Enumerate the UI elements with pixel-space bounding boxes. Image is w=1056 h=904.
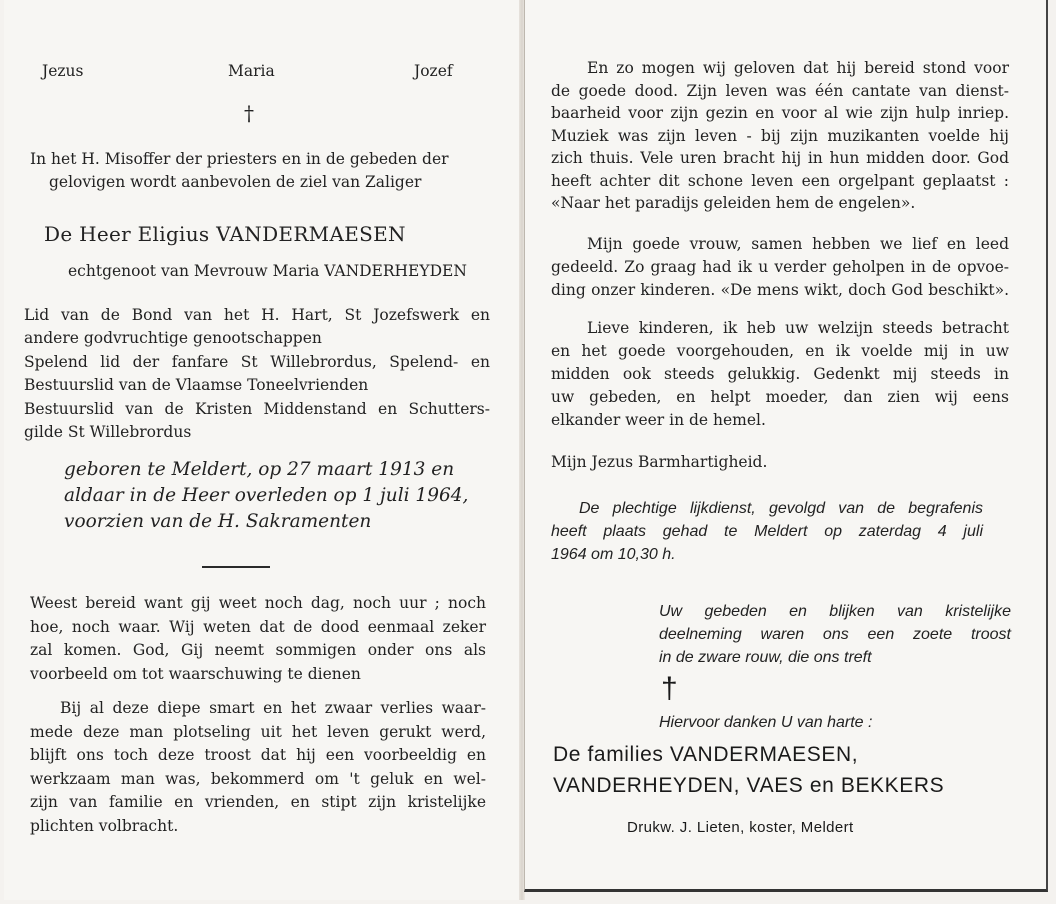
memberships — [24, 304, 490, 444]
membership-line: gilde St Willebrordus — [24, 423, 192, 442]
text-line: baarheid voor zijn gezin en voor al wie zijn hulp inriep. — [551, 104, 1009, 122]
text-line: hoe, noch waar. Wij weten dat de dood eenmaal zeker — [30, 617, 486, 636]
thanks-heart-line: Hiervoor danken U van harte : — [659, 714, 873, 731]
text-line: blijft ons toch deze troost dat hij een voorbeeldig en — [30, 746, 486, 764]
cross-icon: † — [661, 672, 678, 705]
deceased-name: De Heer Eligius VANDERMAESEN — [44, 222, 406, 246]
thanks-line: in de zware rouw, die ons treft — [659, 649, 872, 666]
right-paragraph-3 — [551, 317, 1009, 432]
intro-line-2: gelovigen wordt aanbevolen de ziel van Zaliger — [49, 173, 422, 191]
text-line: voorbeeld om tot waarschuwing te dienen — [30, 664, 361, 683]
membership-line: andere godvruchtige genootschappen — [24, 329, 322, 348]
left-paragraph-2 — [30, 697, 486, 838]
thanks-block — [659, 600, 1011, 669]
prayer-line: Mijn Jezus Barmhartigheid. — [551, 453, 768, 471]
header-jezus: Jezus — [42, 62, 84, 80]
text-line: gedeeld. Zo graag had ik u verder geholpen in de opvoe- — [551, 258, 1009, 276]
left-panel — [4, 0, 520, 900]
families-line-1: De families VANDERMAESEN, — [553, 743, 859, 766]
thanks-line: Uw gebeden en blijken van kristelijke — [659, 603, 1011, 620]
birth-death-line-1: geboren te Meldert, op 27 maart 1913 en — [64, 459, 455, 480]
right-paragraph-2 — [551, 233, 1009, 302]
thanks-line: deelneming waren ons een zoete troost — [659, 626, 1011, 643]
separator-rule — [202, 566, 270, 568]
text-line: Muziek was zijn leven - bij zijn muzikanten voelde hij — [551, 126, 1009, 145]
funeral-line: 1964 om 10,30 h. — [551, 546, 676, 563]
left-paragraph-1 — [30, 592, 486, 686]
text-line: Lieve kinderen, ik heb uw welzijn steeds betracht — [587, 319, 1009, 337]
text-line: ding onzer kinderen. «De mens wikt, doch God beschikt». — [551, 281, 1009, 299]
text-line: de goede dood. Zijn leven was één cantate van dienst- — [551, 81, 1009, 100]
text-line: uw gebeden, en helpt moeder, dan zien wij eens — [551, 388, 1009, 406]
membership-line: Bestuurslid van de Vlaamse Toneelvrienden — [24, 376, 369, 395]
families-line-2: VANDERHEYDEN, VAES en BEKKERS — [553, 774, 945, 797]
text-line: zich thuis. Vele uren bracht hij in hun midden door. God — [551, 149, 1009, 167]
birth-death-line-3: voorzien van de H. Sakramenten — [64, 511, 372, 532]
header-jozef: Jozef — [414, 62, 453, 80]
text-line: en het goede voorgehouden, en ik voelde mij in uw — [551, 342, 1009, 360]
text-line: zijn van familie en vrienden, en stipt zijn kristelijke — [30, 793, 486, 811]
spouse-line: echtgenoot van Mevrouw Maria VANDERHEYDEN — [68, 262, 467, 280]
text-line: plichten volbracht. — [30, 816, 179, 835]
text-line: heeft achter dit schone leven een orgelpant geplaatst : — [551, 171, 1009, 190]
right-paragraph-1 — [551, 57, 1009, 215]
text-line: midden ook steeds gelukkig. Gedenkt mij steeds in — [551, 365, 1009, 383]
text-line: Weest bereid want gij weet noch dag, noch uur ; noch — [30, 594, 486, 612]
birth-death-line-2: aldaar in de Heer overleden op 1 juli 1964, — [64, 485, 469, 506]
header-maria: Maria — [228, 62, 275, 80]
intro-line-1: In het H. Misoffer der priesters en in de gebeden der — [30, 150, 449, 168]
funeral-line: De plechtige lijkdienst, gevolgd van de begrafenis — [579, 500, 983, 517]
text-line: Bij al deze diepe smart en het zwaar verlies waar- — [60, 699, 486, 717]
text-line: «Naar het paradijs geleiden hem de engelen». — [551, 194, 916, 212]
funeral-notice — [551, 497, 983, 566]
membership-line: Lid van de Bond van het H. Hart, St Jozefswerk en — [24, 306, 490, 324]
printer-line: Drukw. J. Lieten, koster, Meldert — [627, 819, 854, 836]
membership-line: Bestuurslid van de Kristen Middenstand en Schutters- — [24, 399, 490, 418]
membership-line: Spelend lid der fanfare St Willebrordus, Spelend- en — [24, 352, 490, 371]
text-line: zal komen. God, Gij neemt sommigen onder ons als — [30, 641, 486, 659]
funeral-line: heeft plaats gehad te Meldert op zaterdag 4 juli — [551, 523, 983, 540]
text-line: mede deze man plotseling uit het leven gerukt werd, — [30, 722, 486, 741]
text-line: En zo mogen wij geloven dat hij bereid stond voor — [587, 59, 1009, 77]
text-line: Mijn goede vrouw, samen hebben we lief en leed — [587, 235, 1009, 253]
cross-icon: † — [244, 101, 254, 125]
text-line: werkzaam man was, bekommerd om 't geluk en wel- — [30, 769, 486, 788]
text-line: elkander weer in de hemel. — [551, 411, 766, 429]
right-panel — [524, 0, 1048, 892]
